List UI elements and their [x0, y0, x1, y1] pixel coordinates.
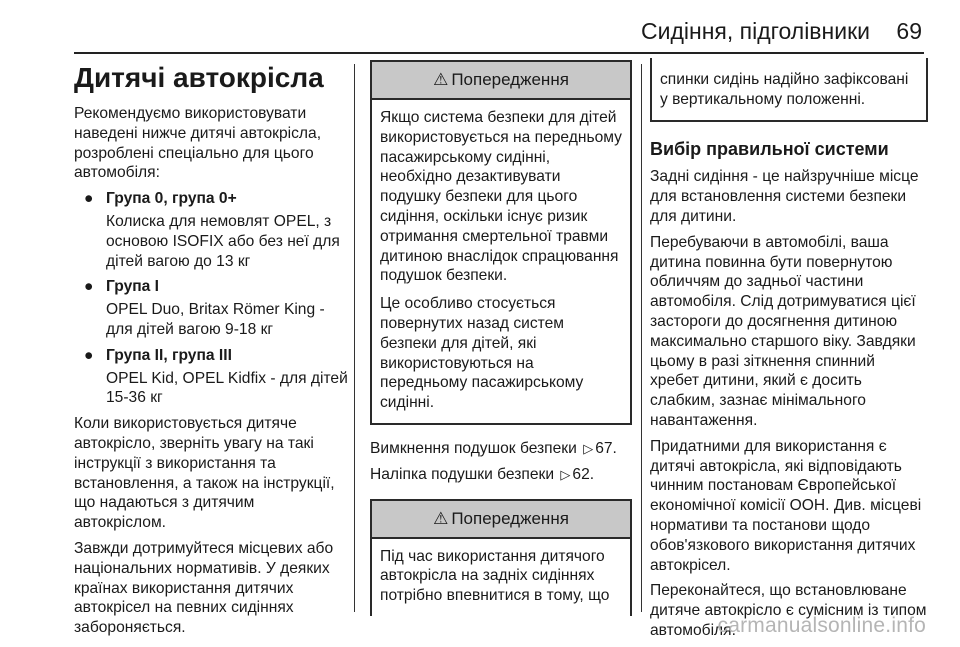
page-number: 69: [896, 18, 922, 44]
reference-arrow-icon: ▷: [560, 466, 571, 482]
cross-reference: Вимкнення подушок безпеки ▷ 67.: [370, 439, 617, 457]
column-2: [370, 60, 632, 630]
warning-paragraph: Якщо система безпеки для дітей використовується на передньому пасажирському сидінні, необхідно дезактивувати подушку безпеки для цього сидіння, оскільки існує ризик отримання смертельної травми дитиною внаслідок спрацювання подушок безпеки.: [380, 109, 622, 285]
warning-paragraph: Під час використання дитячого автокрісла на задніх сидіннях потрібно впевнитися в тому, що: [380, 547, 610, 605]
warning-title: Попередження: [451, 70, 569, 90]
warning-paragraph: Це особливо стосується повернутих назад систем безпеки для дітей, які використовуються на передньому пасажирському сидінні.: [380, 295, 584, 412]
list-item-head: Група 0, група 0+: [106, 190, 237, 208]
warning-body: [372, 100, 630, 423]
regulations-paragraph: Завжди дотримуйтеся місцевих або національних нормативів. У деяких країнах використання дитячих автокрісел на певних сидіннях забороняється.: [74, 539, 334, 637]
column-divider-2: [641, 64, 642, 612]
column-1: [74, 60, 350, 644]
warning-header: [372, 62, 630, 100]
list-item-head: Група I: [106, 278, 159, 296]
paragraph: Задні сидіння - це найзручніше місце для встановлення системи безпеки для дитини.: [650, 168, 919, 225]
warning-triangle-icon: ⚠: [433, 70, 449, 90]
bullet-icon: ●: [84, 190, 94, 208]
warning-paragraph: спинки сидінь надійно зафіксовані у вертикальному положенні.: [660, 71, 909, 108]
cross-reference: Наліпка подушки безпеки ▷ 62.: [370, 465, 595, 483]
warning-body: [652, 58, 926, 120]
list-item-head: Група II, група III: [106, 346, 232, 364]
header-rule: [74, 52, 924, 54]
warning-title: Попередження: [451, 508, 569, 528]
reference-page: 67.: [595, 439, 617, 457]
column-divider-1: [354, 64, 355, 612]
running-header-title: Сидіння, підголівники: [641, 18, 870, 44]
reference-arrow-icon: ▷: [583, 440, 594, 456]
intro-paragraph: Рекомендуємо використовувати наведені нижче дитячі автокрісла, розроблені спеціально для цього автомобіля:: [74, 105, 322, 182]
reference-page: 62.: [572, 465, 595, 483]
bullet-icon: ●: [84, 346, 94, 364]
list-item-body: Колиска для немовлят OPEL, з основою ISOFIX або без неї для дітей вагою до 13 кг: [106, 212, 340, 270]
instructions-paragraph: Коли використовується дитяче автокрісло, зверніть увагу на такі інструкції з використання та встановлення, а також на інструкції, що надаються з дитячим автокріслом.: [74, 415, 335, 532]
warning-box: [370, 499, 632, 616]
warning-box-continued: [650, 58, 928, 122]
warning-box: [370, 60, 632, 425]
warning-triangle-icon: ⚠: [433, 508, 449, 528]
list-item: [74, 346, 350, 408]
warning-header: [372, 501, 630, 539]
section-title: Дитячі автокрісла: [74, 62, 324, 93]
list-item: [74, 189, 350, 271]
watermark: carmanualsonline.info: [717, 614, 926, 637]
subsection-title: Вибір правильної системи: [650, 138, 889, 159]
list-item-body: OPEL Duo, Britax Römer King - для дітей вагою 9-18 кг: [106, 301, 325, 338]
list-item-body: OPEL Kid, OPEL Kidfix - для дітей 15-36 кг: [106, 369, 348, 407]
paragraph: Придатними для використання є дитячі автокрісла, які відповідають чинним постановам Європейської економічної комісії ООН. Див. місцеві нормативи та постанови щодо обов'язкового використання дитячих автокрісел.: [650, 437, 922, 574]
list-item: [74, 277, 350, 339]
paragraph: Перебуваючи в автомобілі, ваша дитина повинна бути повернутою обличчям до задньої частини автомобіля. Слід дотримуватися цієї застороги до досягнення дитиною максимально старшого віку. Завдяки цьому в разі зіткнення спинний хребет дитини, який є досить слабким, зазнає мінімального навантаження.: [650, 233, 916, 429]
bullet-icon: ●: [84, 278, 94, 296]
column-3: [650, 60, 928, 647]
paragraph: Переконайтеся, що встановлюване дитяче автокрісло є сумісним із типом автомобіля.: [650, 582, 927, 639]
page-header: [0, 0, 960, 52]
warning-body: [372, 539, 630, 616]
